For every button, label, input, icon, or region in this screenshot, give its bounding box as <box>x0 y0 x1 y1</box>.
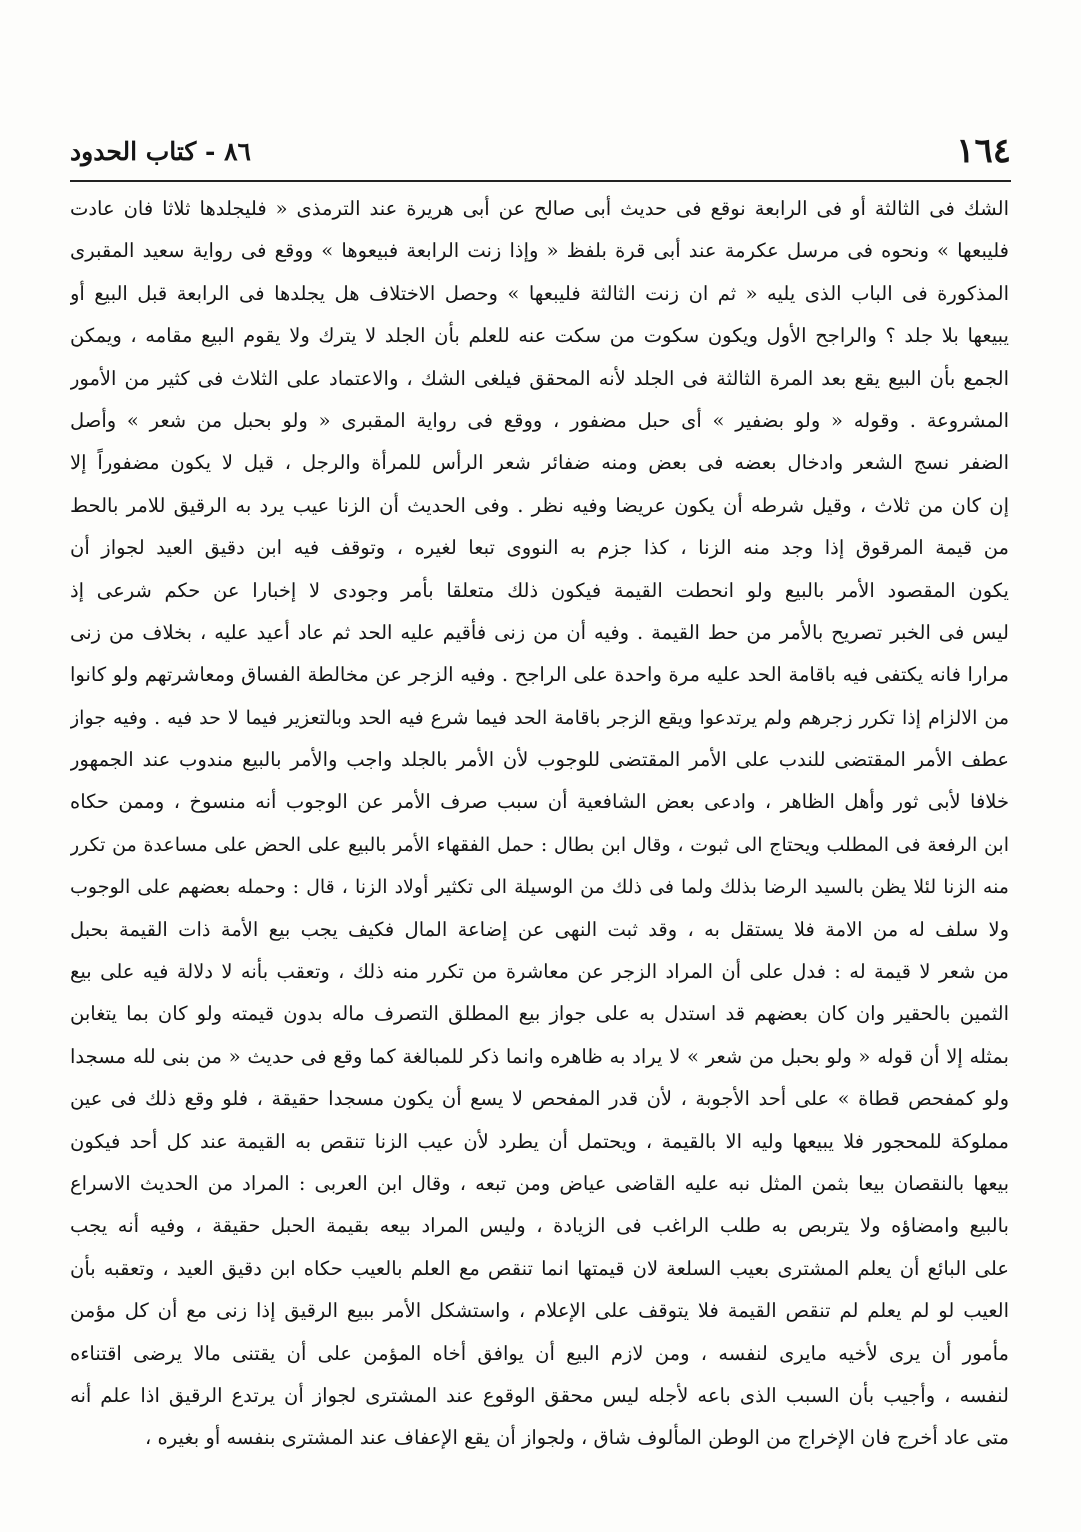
text-line: ولا سلف له من الامة فلا يستقل به ، وقد ثبت النهى عن إضاعة المال فكيف يجب بيع الأمة ذات القيمة بحبل <box>70 917 1009 941</box>
text-line: بيعها بالنقصان بيعا بثمن المثل نبه عليه القاضى عياض ومن تبعه ، وقال ابن العربى : المراد من الحديث الاسراع <box>70 1171 1009 1195</box>
text-line: إن كان من ثلاث ، وقيل شرطه أن يكون عريضا وفيه نظر . وفى الحديث أن الزنا عيب يرد به الرقيق للامر بالحط <box>70 493 1009 517</box>
text-line: متى عاد أخرج فان الإخراج من الوطن المألوف شاق ، ولجواز أن يقع الإعفاف عند المشترى بنفسه أو بغيره ، <box>145 1426 1009 1450</box>
text-line: على البائع أن يعلم المشترى بعيب السلعة لان قيمتها انما تنقص مع العلم بالعيب حكاه ابن دقيق العيد ، وتعقبه بأن <box>70 1256 1009 1280</box>
text-line: مرارا فانه يكتفى فيه باقامة الحد عليه مرة واحدة على الراجح . وفيه الزجر عن مخالطة الفساق ومعاشرتهم ولو كانوا <box>70 663 1009 687</box>
text-line: بالبيع وامضاؤه ولا يتربص به طلب الراغب فى الزيادة ، وليس المراد بيعه بقيمة الحبل حقيقة ، وفيه أنه يجب <box>70 1214 1009 1238</box>
text-line: منه الزنا لئلا يظن بالسيد الرضا بذلك ولما فى ذلك من الوسيلة الى تكثير أولاد الزنا ، قال : وحمله بعضهم على الوجوب <box>70 876 1009 899</box>
text-line: عطف الأمر المقتضى للندب على الأمر المقتضى للوجوب لأن الأمر بالجلد واجب والأمر بالبيع مندوب عند الجمهور <box>70 748 1009 772</box>
text-line: ليس فى الخبر تصريح بالأمر من حط القيمة . وفيه أن من زنى فأقيم عليه الحد ثم عاد أعيد عليه ، بخلاف من زنى <box>70 620 1009 644</box>
text-line: الشك فى الثالثة أو فى الرابعة نوقع فى حديث أبى صالح عن أبى هريرة عند الترمذى « فليجلدها ثلاثا فان عادت <box>70 197 1009 220</box>
text-line: يكون المقصود الأمر بالبيع ولو انحطت القيمة فيكون ذلك متعلقا بأمر وجودى لا إخبارا عن حكم شرعى إذ <box>70 578 1009 602</box>
text-line: من الالزام إذا تكرر زجرهم ولم يرتدعوا ويقع الزجر باقامة الحد فيما شرع فيه الحد وبالتعزير فيما لا حد فيه . وفيه جواز <box>70 706 1009 729</box>
text-line: الضفر نسج الشعر وادخال بعضه فى بعض ومنه ضفائر شعر الرأس للمرأة والرجل ، قيل لا يكون مضفوراً إلا <box>70 451 1009 475</box>
text-line: من قيمة المرقوق إذا وجد منه الزنا ، كذا جزم به النووى تبعا لغيره ، وتوقف فيه ابن دقيق العيد لجواز أن <box>70 536 1009 560</box>
page-number: ١٦٤ <box>956 131 1011 171</box>
text-line: خلافا لأبى ثور وأهل الظاهر ، وادعى بعض الشافعية أن سبب صرف الأمر عن الوجوب أنه منسوخ ، وممن حكاه <box>70 790 1009 814</box>
chapter-title: ٨٦ - كتاب الحدود <box>70 137 251 166</box>
text-line: مأمور أن يرى لأخيه مايرى لنفسه ، ومن لازم البيع أن يوافق أخاه المؤمن على أن يقتنى مالا يرضى اقتناءه <box>70 1341 1009 1365</box>
header-rule <box>70 180 1011 182</box>
text-line: الجمع بأن البيع يقع بعد المرة الثالثة فى الجلد لأنه المحقق فيلغى الشك ، والاعتماد على الثلاث فى كثير من الأمور <box>70 366 1009 390</box>
text-line: ولو كمفحص قطاة » على أحد الأجوبة ، لأن قدر المفحص لا يسع أن يكون مسجدا حقيقة ، فلو وقع ذلك فى عين <box>70 1087 1009 1111</box>
text-line: ابن الرفعة فى المطلب ويحتاج الى ثبوت ، وقال ابن بطال : حمل الفقهاء الأمر بالبيع على الحض على مساعدة من تكرر <box>70 833 1009 856</box>
text-line: المشروعة . وقوله « ولو بضفير » أى حبل مضفور ، ووقع فى رواية المقبرى « ولو بحبل من شعر » وأصل <box>70 408 1009 432</box>
text-line: بمثله إلا أن قوله « ولو بحبل من شعر » لا يراد به ظاهره وانما ذكر للمبالغة كما وقع فى حديث « من بنى لله مسجدا <box>70 1044 1009 1068</box>
text-line: الثمين بالحقير وان كان بعضهم قد استدل به على جواز بيع المطلق التصرف ماله بدون قيمته ولو كان بما يتغابن <box>70 1002 1009 1026</box>
text-line: العيب لو لم يعلم لم تنقص القيمة فلا يتوقف على الإعلام ، واستشكل الأمر ببيع الرقيق إذا زنى مع أن كل مؤمن <box>70 1299 1009 1323</box>
page-header <box>70 128 1011 174</box>
text-line: المذكورة فى الباب الذى يليه « ثم ان زنت الثالثة فليبعها » وحصل الاختلاف هل يجلدها فى الرابعة قبل البيع أو <box>70 281 1009 305</box>
text-line: لنفسه ، وأجيب بأن السبب الذى باعه لأجله ليس محقق الوقوع عند المشترى لجواز أن يرتدع الرقيق اذا علم أنه <box>70 1383 1009 1407</box>
body-text <box>70 188 1009 1460</box>
text-line: فليبعها » ونحوه فى مرسل عكرمة عند أبى قرة بلفظ « وإذا زنت الرابعة فبيعوها » ووقع فى رواية سعيد المقبرى <box>70 239 1009 263</box>
text-line: مملوكة للمحجور فلا يبيعها وليه الا بالقيمة ، ويحتمل أن يطرد لأن عيب الزنا تنقص به القيمة عند كل أحد فيكون <box>70 1129 1009 1153</box>
text-line: يبيعها بلا جلد ؟ والراجح الأول ويكون سكوت من سكت عنه للعلم بأن الجلد لا يترك ولا يقوم البيع مقامه ، ويمكن <box>70 324 1009 348</box>
text-line: من شعر لا قيمة له : فدل على أن المراد الزجر عن معاشرة من تكرر منه ذلك ، وتعقب بأنه لا دلالة فيه على بيع <box>70 960 1009 984</box>
